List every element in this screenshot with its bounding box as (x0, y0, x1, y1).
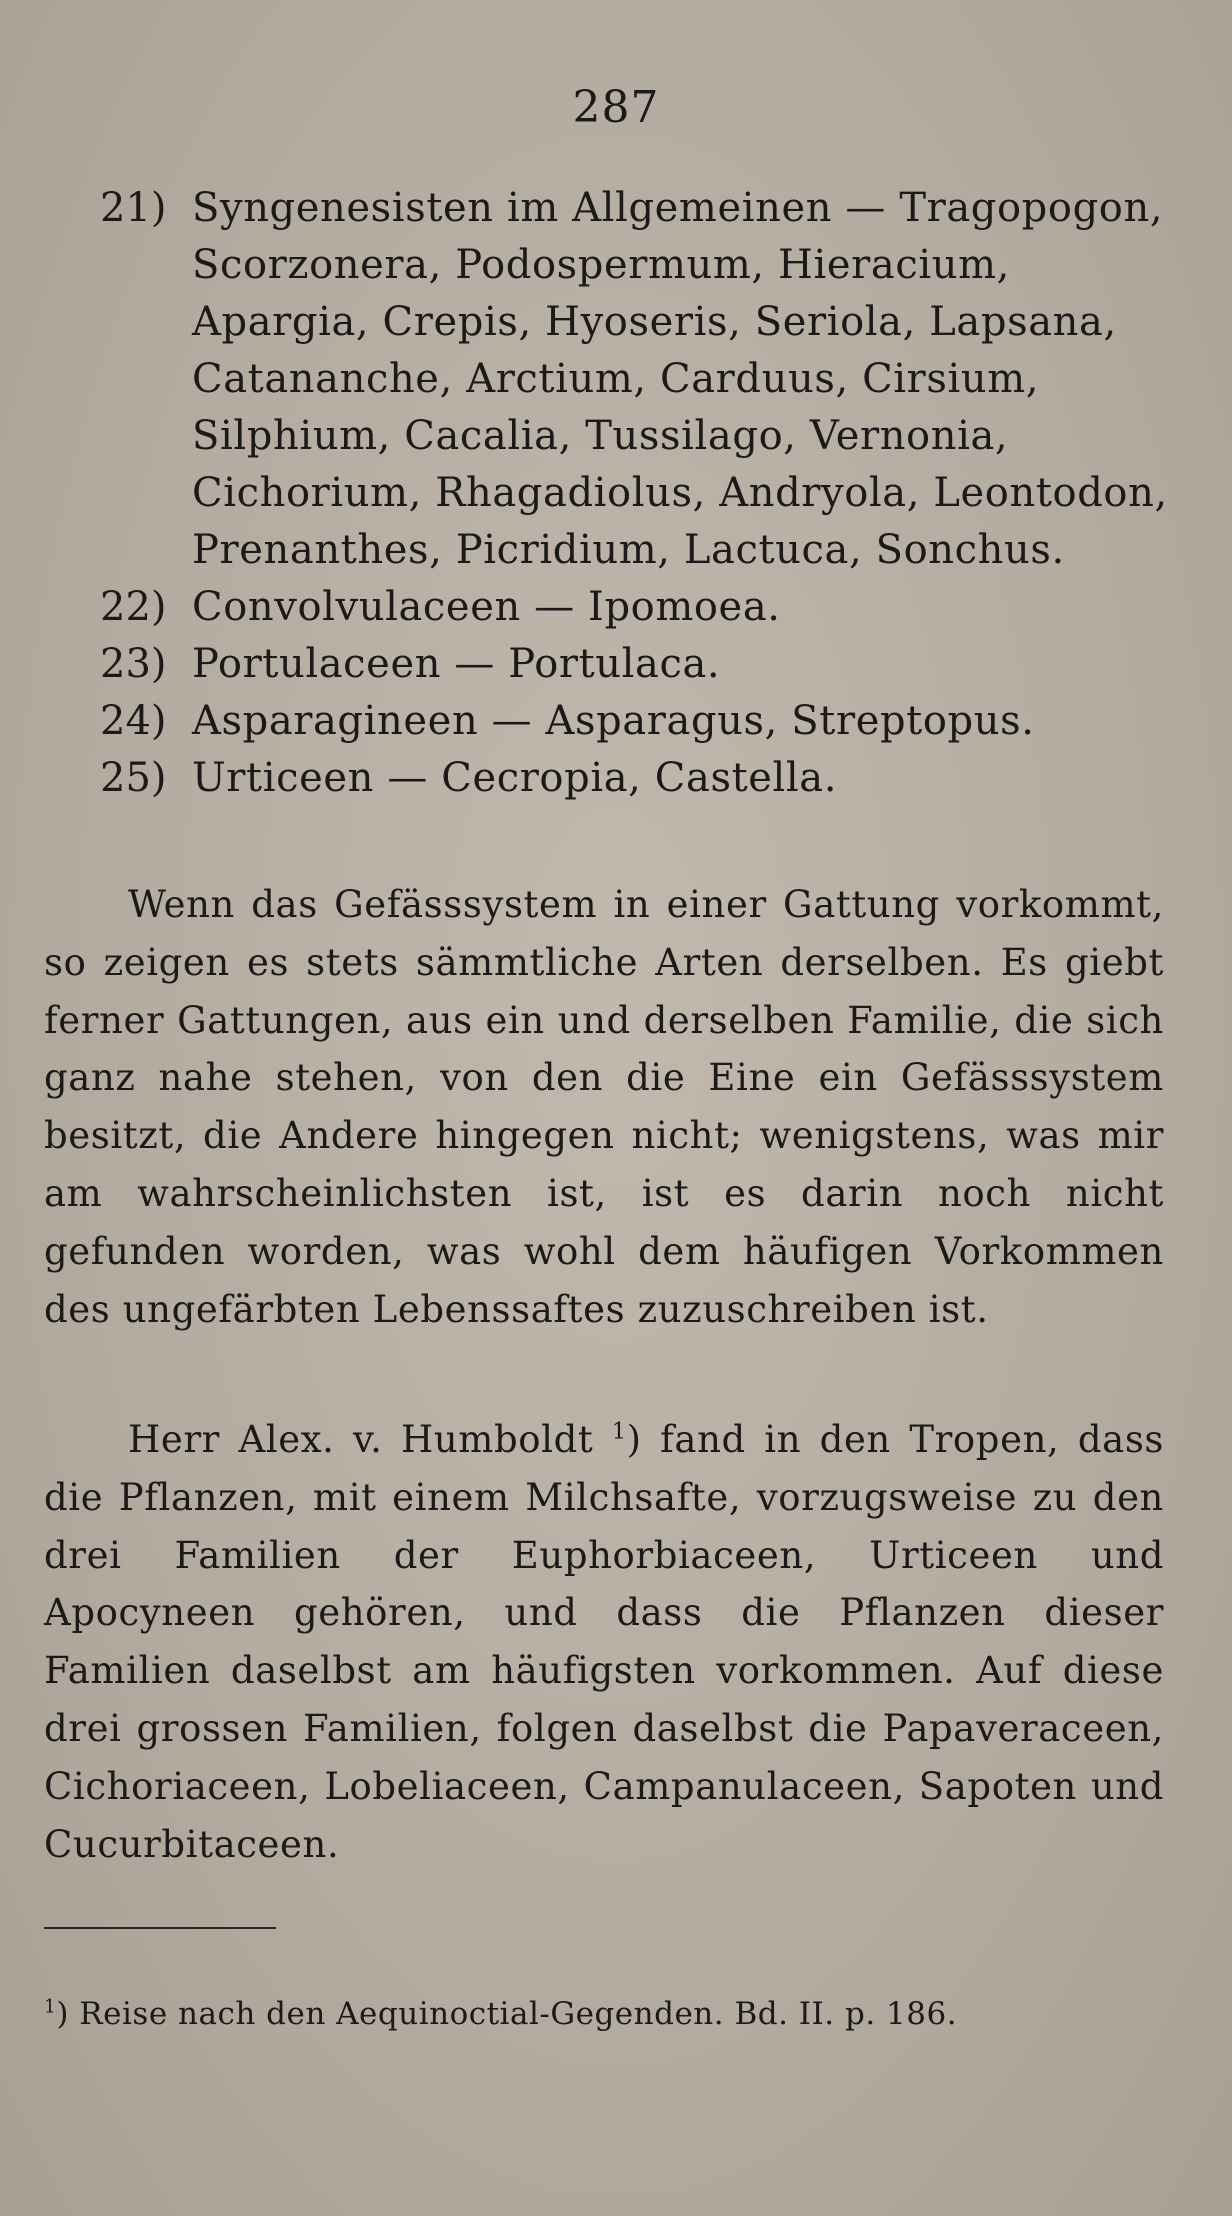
footnote-marker: 1 (44, 1996, 57, 2018)
paragraph-humboldt (44, 1411, 1164, 1873)
list-item (100, 180, 1180, 579)
list-item (100, 693, 1180, 750)
footnote-divider (44, 1927, 276, 1929)
list-item-text: Portulaceen — Portulaca. (192, 641, 721, 687)
list-item (100, 579, 1180, 636)
list-item-number: 22) (100, 584, 167, 630)
plant-family-list (100, 180, 1180, 807)
list-item-number: 24) (100, 698, 167, 744)
paragraph-humboldt-start: Herr Alex. v. Humboldt (128, 1418, 594, 1461)
footnote-text: Reise nach den Aequinoctial-Gegenden. Bd. II. p. 186. (68, 1996, 958, 2032)
list-item-text: Convolvulaceen — Ipomoea. (192, 584, 781, 630)
footnote-reference: 1 (611, 1418, 627, 1445)
list-item-text: Urticeen — Cecropia, Castella. (192, 755, 838, 801)
list-item-number: 25) (100, 755, 167, 801)
list-item (100, 636, 1180, 693)
list-item (100, 750, 1180, 807)
list-item-number: 21) (100, 185, 167, 231)
footnote-marker-close: ) (56, 1996, 69, 2032)
paragraph-humboldt-rest: ) fand in den Tropen, dass die Pflanzen, mit einem Milchsafte, vorzugsweise zu den drei Familien der Euphorbiaceen, Urticeen und Apocyneen gehören, und dass die Pflanzen dieser Familien daselbst am häufigsten vorkommen. Auf diese drei grossen Familien, folgen daselbst die Papaveraceen, Cichoriaceen, Lobeliaceen, Campanulaceen, Sapoten und Cucurbitaceen. (44, 1418, 1165, 1866)
list-item-text: Asparagineen — Asparagus, Streptopus. (192, 698, 1035, 744)
page-number: 287 (572, 82, 660, 133)
paragraph-vessel-system: Wenn das Gefässsystem in einer Gattung vorkommt, so zeigen es stets sämmtliche Arten derselben. Es giebt ferner Gattungen, aus ein und derselben Familie, die sich ganz nahe stehen, von den die Eine ein Gefässsystem besitzt, die Andere hingegen nicht; wenigstens, was mir am wahrscheinlichsten ist, ist es darin noch nicht gefunden worden, was wohl dem häufigen Vorkommen des ungefärbten Lebenssaftes zuzuschreiben ist. (44, 883, 1164, 1331)
list-item-text: Syngenesisten im Allgemeinen — Tragopogon, Scorzonera, Podospermum, Hieracium, Apargia, Crepis, Hyoseris, Seriola, Lapsana, Catananche, Arctium, Carduus, Cirsium, Silphium, Cacalia, Tussilago, Vernonia, Cichorium, Rhagadiolus, Andryola, Leontodon, Prenanthes, Picridium, Lactuca, Sonchus. (192, 185, 1168, 573)
list-item-number: 23) (100, 641, 167, 687)
footnote (44, 1992, 1174, 2036)
